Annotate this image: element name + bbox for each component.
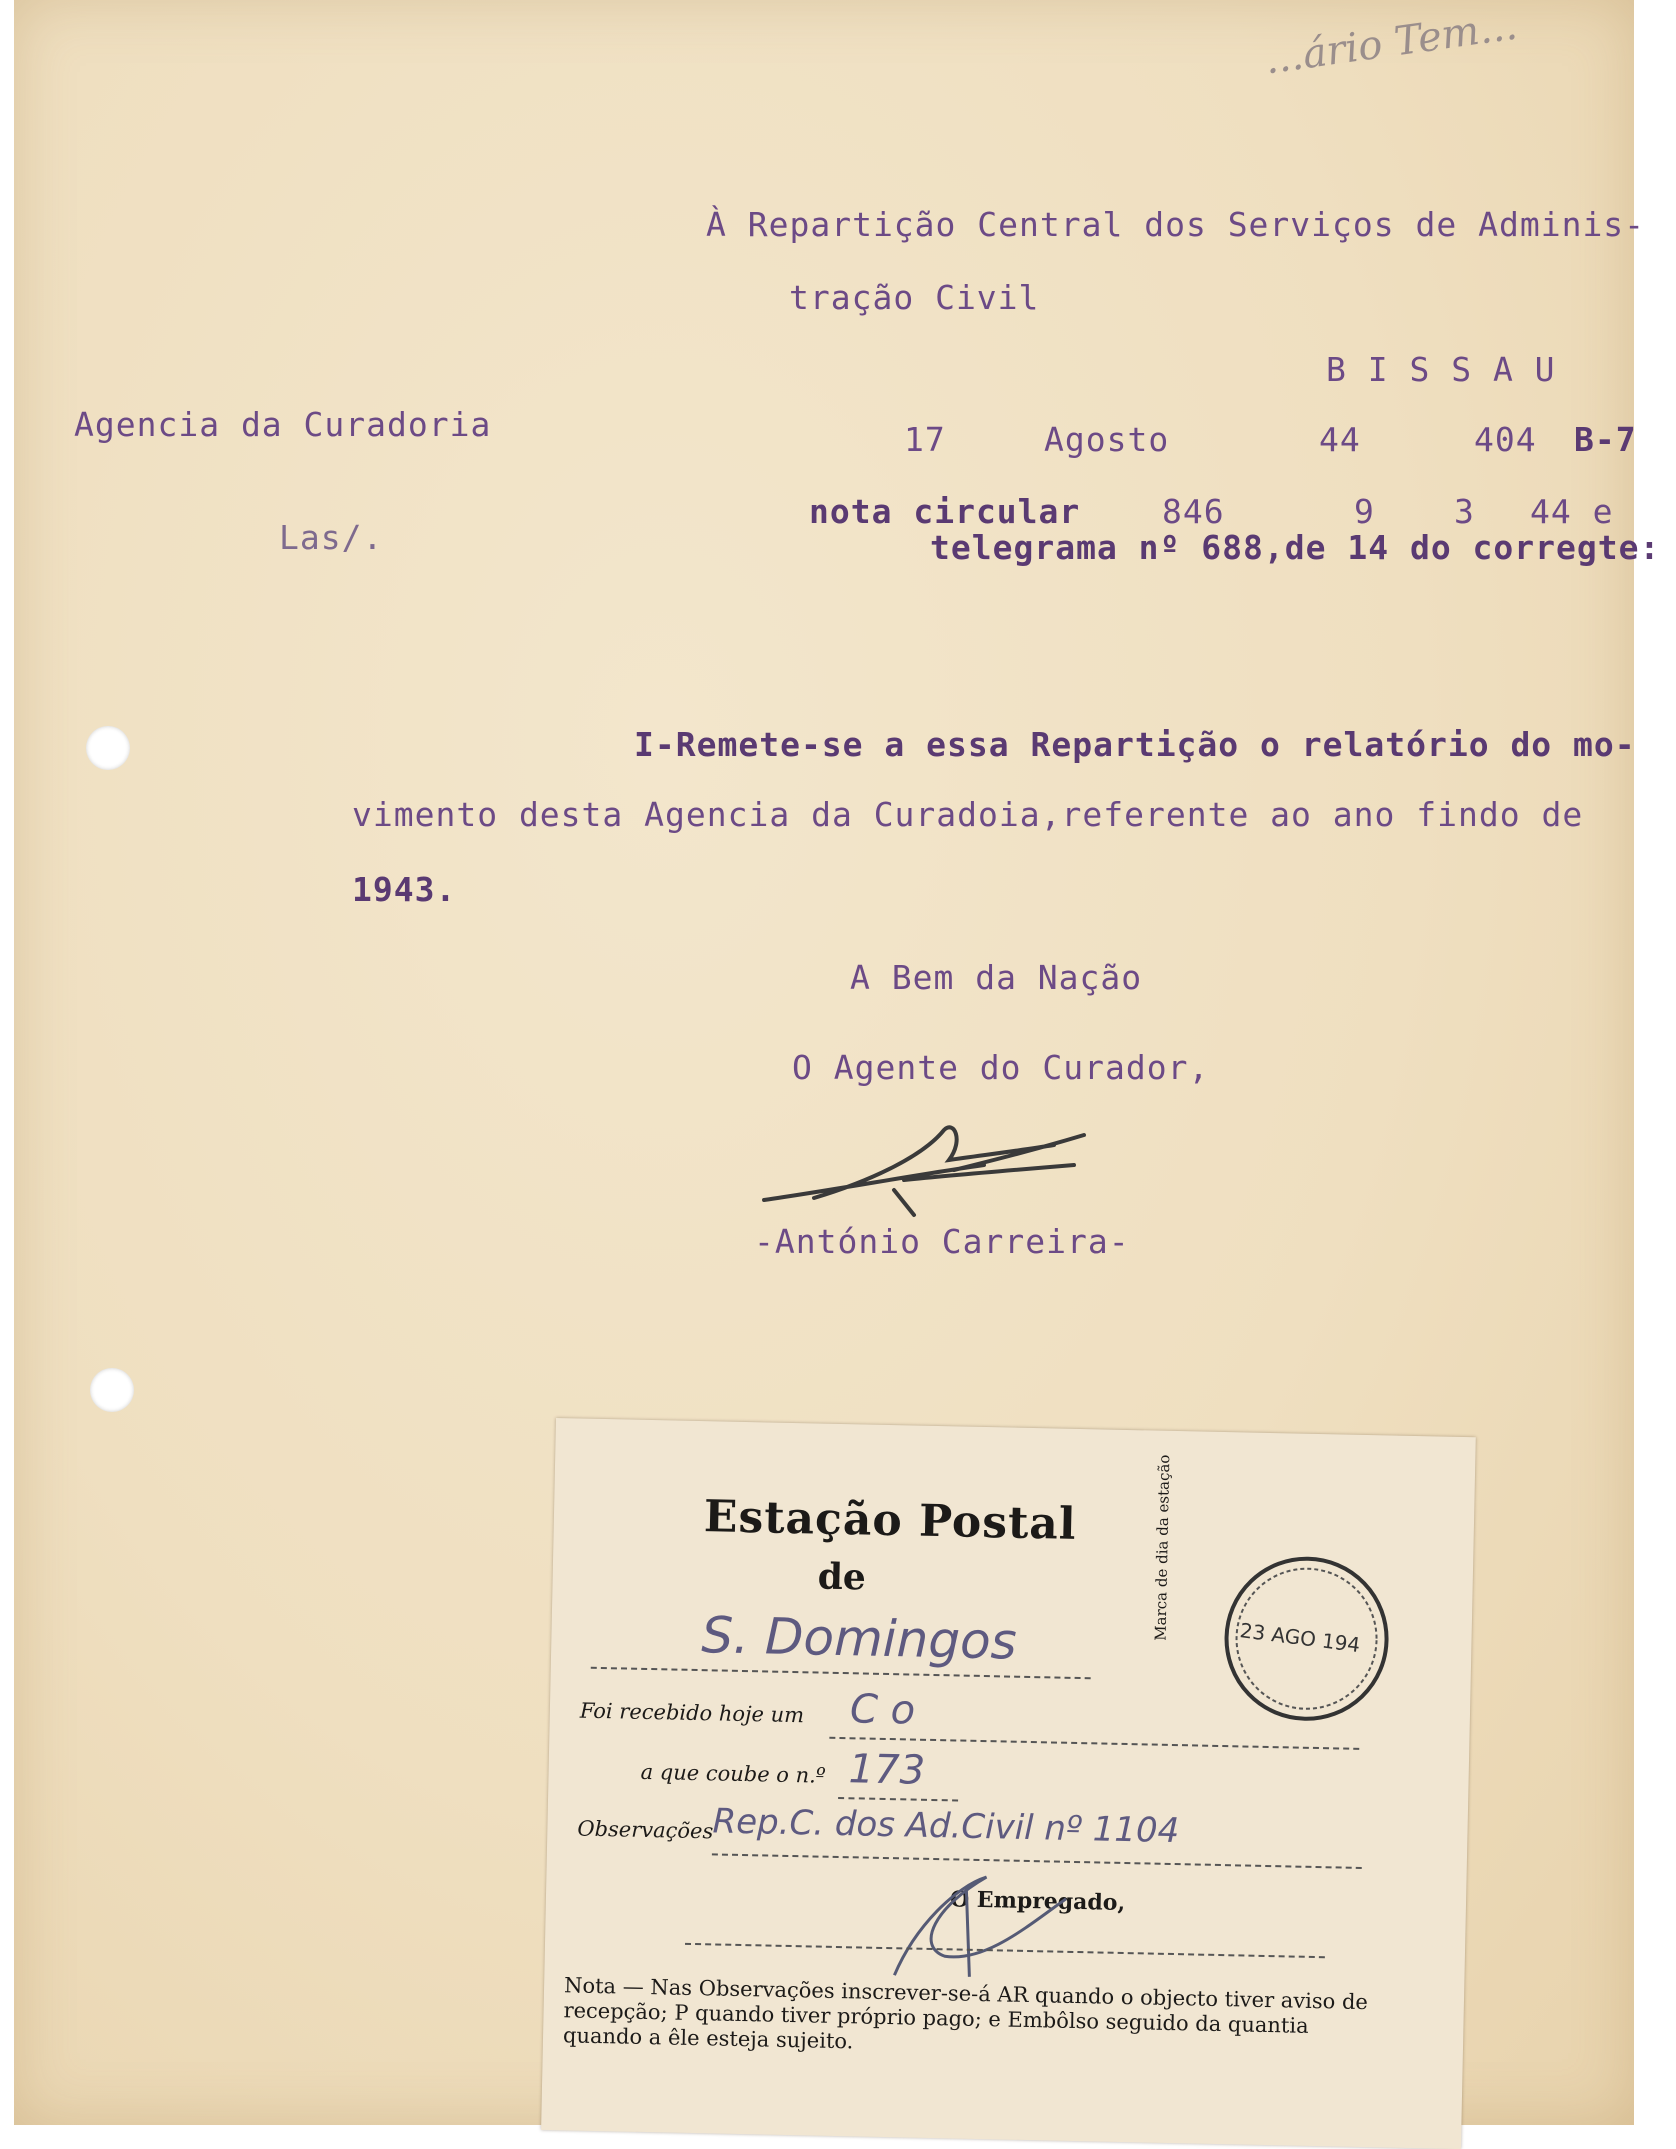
initials: Las/. — [279, 518, 384, 557]
body-line-2: vimento desta Agencia da Curadoia,referente ao ano findo de — [352, 795, 1584, 834]
ref-code: B-7 — [1574, 420, 1637, 459]
punch-hole-top — [86, 726, 130, 770]
clerk-signature — [874, 1865, 1076, 1989]
ref-note-date-month: 3 — [1454, 492, 1475, 531]
closing: A Bem da Nação — [850, 958, 1143, 997]
corner-pencil-note: ...ário Tem... — [1262, 2, 1520, 84]
addressee-line-2: tração Civil — [789, 278, 1040, 317]
ref-note-date-year: 44 e — [1530, 492, 1614, 531]
ref-number: 404 — [1474, 420, 1537, 459]
received-value: C o — [849, 1686, 916, 1734]
ref-day: 17 — [904, 420, 946, 459]
ref-note-label: nota circular — [809, 492, 1081, 531]
sender: Agencia da Curadoria — [74, 405, 492, 444]
ref-telegram: telegrama nº 688,de 14 do corregte: — [930, 528, 1661, 567]
station-handwritten: S. Domingos — [700, 1606, 1018, 1671]
number-label: a que coube o n.º — [640, 1759, 826, 1788]
marca-label: Marca de dia da estação — [1151, 1454, 1174, 1641]
body-line-1: I-Remete-se a essa Repartição o relatório do mo- — [634, 725, 1636, 764]
ref-month: Agosto — [1044, 420, 1170, 459]
signature — [754, 1120, 1104, 1230]
slip-de: de — [817, 1555, 867, 1599]
stamp-date: 23 AGO 194 — [1238, 1618, 1362, 1658]
ref-note-number: 846 — [1162, 492, 1225, 531]
ref-note-date-day: 9 — [1354, 492, 1375, 531]
signatory-name: -António Carreira- — [754, 1222, 1130, 1261]
empregado-label: O Empregado, — [949, 1886, 1126, 1917]
obs-label: Observações — [577, 1816, 714, 1844]
slip-note: Nota — Nas Observações inscrever-se-á AR quando o objecto tiver aviso de recepção; P quando tiver próprio pago; e Embôlso seguido da quantia quando a êle esteja sujeito. — [562, 1973, 1369, 2054]
slip-title: Estação Postal — [703, 1491, 1078, 1550]
postal-receipt-slip — [541, 1418, 1476, 2149]
punch-hole-bottom — [90, 1368, 134, 1412]
received-label: Foi recebido hoje um — [579, 1698, 805, 1728]
city: B I S S A U — [1326, 350, 1556, 389]
body-line-3: 1943. — [352, 870, 457, 909]
number-value: 173 — [848, 1746, 926, 1794]
date-stamp — [1220, 1552, 1394, 1726]
signatory-title: O Agente do Curador, — [792, 1048, 1210, 1087]
obs-line — [712, 1853, 1362, 1869]
ref-year: 44 — [1319, 420, 1361, 459]
obs-value: Rep.C. dos Ad.Civil nº 1104 — [712, 1801, 1180, 1852]
number-line — [838, 1797, 958, 1802]
addressee-line-1: À Repartição Central dos Serviços de Adminis- — [706, 205, 1646, 244]
